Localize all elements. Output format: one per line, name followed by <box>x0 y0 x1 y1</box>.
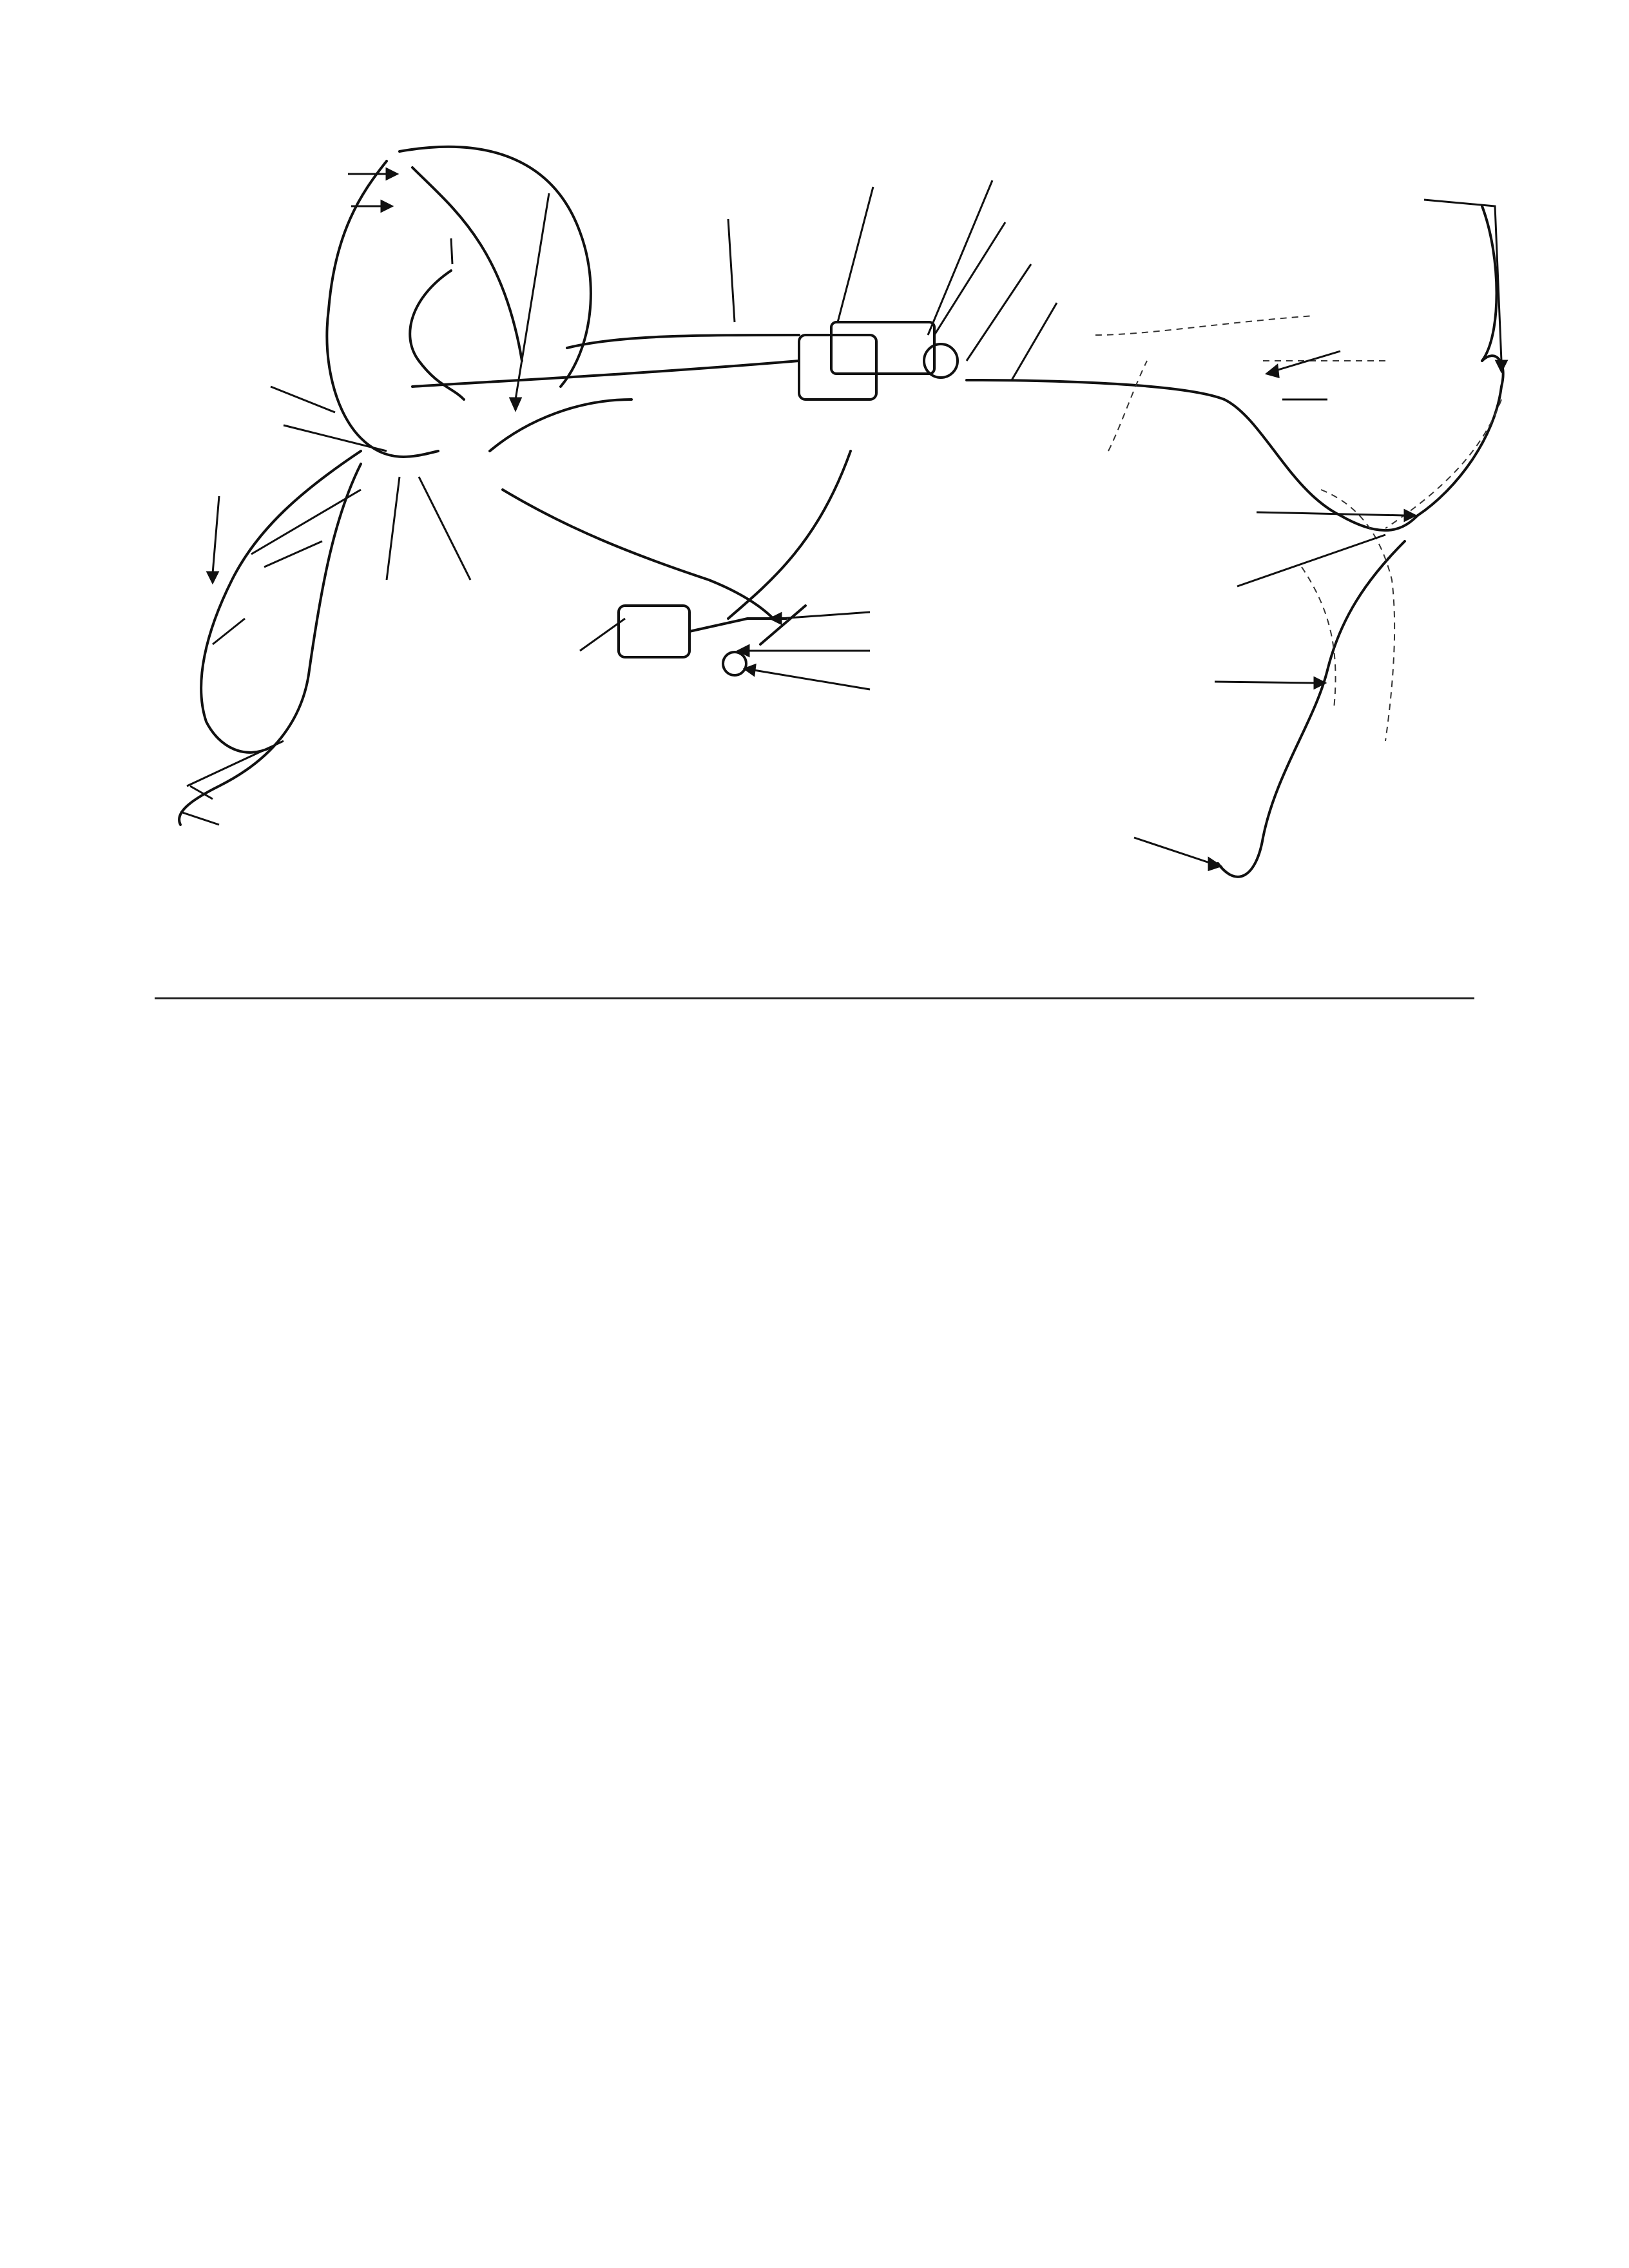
section-divider <box>155 997 1474 999</box>
brake-system-diagram <box>0 0 1629 902</box>
diagram-linework <box>0 0 1629 902</box>
